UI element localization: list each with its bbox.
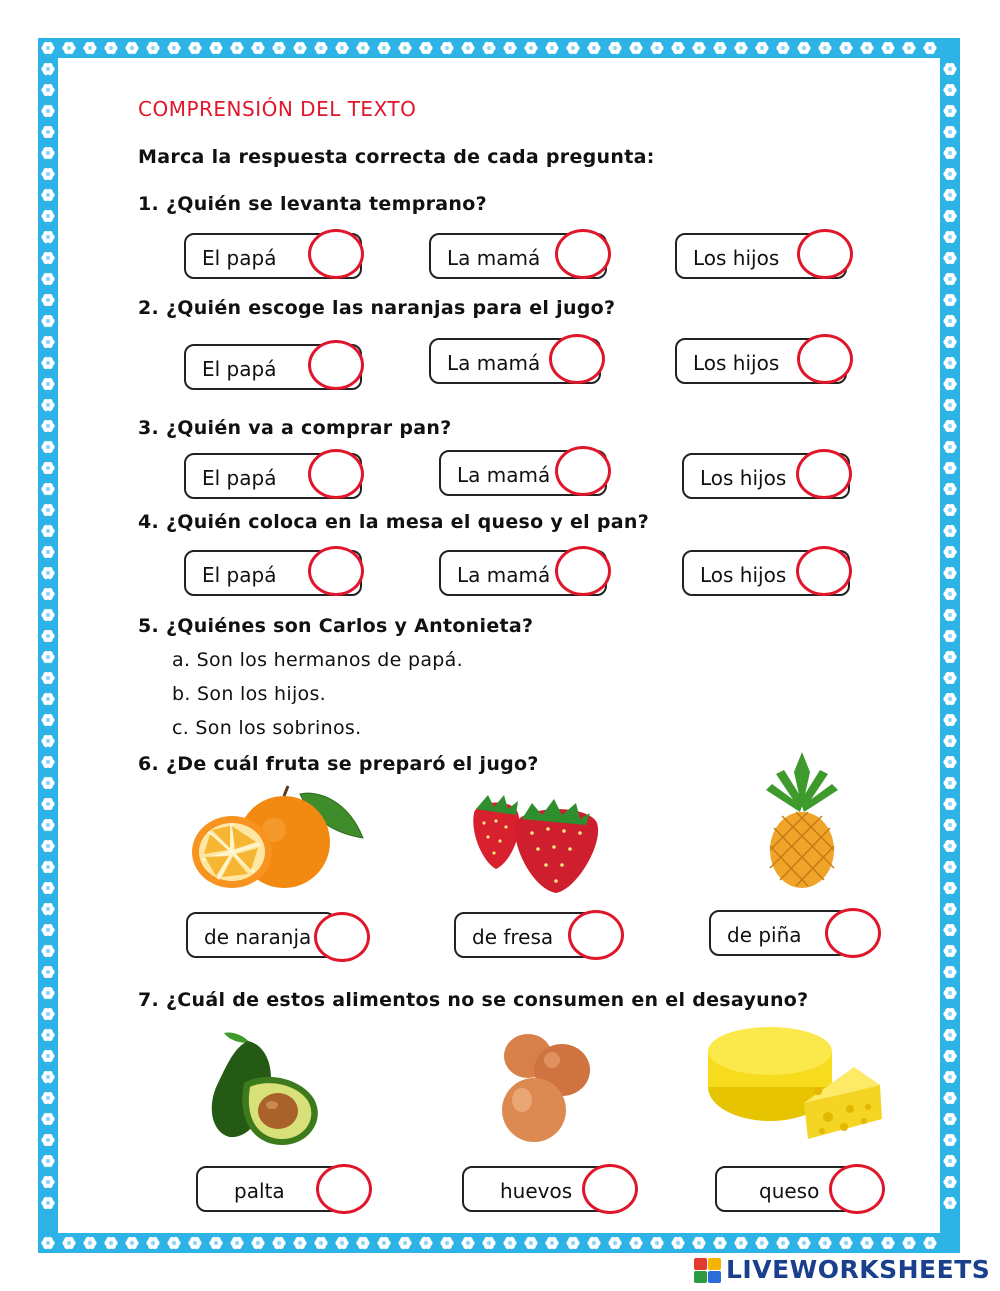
q1-option-2[interactable]: [429, 233, 607, 279]
answer-circle[interactable]: [308, 340, 364, 390]
instructions: Marca la respuesta correcta de cada pregunta:: [138, 146, 655, 168]
q2-option-3[interactable]: [675, 338, 847, 384]
cheese-icon: [704, 1023, 884, 1143]
q6-option-1[interactable]: [186, 912, 336, 958]
question-5: 5. ¿Quiénes son Carlos y Antonieta?: [138, 615, 534, 637]
q3-option-2[interactable]: [439, 450, 607, 496]
q6-option-3[interactable]: [709, 910, 849, 956]
answer-circle[interactable]: [555, 229, 611, 279]
answer-circle[interactable]: [316, 1164, 372, 1214]
q6-option-2[interactable]: [454, 912, 606, 958]
option-label: El papá: [202, 357, 277, 381]
orange-icon: [188, 782, 368, 892]
option-label: queso: [759, 1179, 820, 1203]
option-label: El papá: [202, 563, 277, 587]
pineapple-icon: [764, 752, 840, 888]
question-6: 6. ¿De cuál fruta se preparó el jugo?: [138, 753, 539, 775]
q7-option-3[interactable]: [715, 1166, 861, 1212]
option-label: Los hijos: [693, 351, 780, 375]
answer-item-c: c. Son los sobrinos.: [172, 717, 362, 739]
question-3: 3. ¿Quién va a comprar pan?: [138, 417, 452, 439]
option-label: El papá: [202, 246, 277, 270]
q3-option-3[interactable]: [682, 453, 850, 499]
answer-circle[interactable]: [796, 546, 852, 596]
watermark-text: LIVEWORKSHEETS: [726, 1255, 991, 1284]
answer-circle[interactable]: [796, 449, 852, 499]
answer-circle[interactable]: [555, 446, 611, 496]
answer-circle[interactable]: [797, 229, 853, 279]
answer-circle[interactable]: [308, 546, 364, 596]
option-label: La mamá: [447, 351, 541, 375]
answer-circle[interactable]: [308, 229, 364, 279]
avocado-icon: [204, 1027, 336, 1151]
option-label: El papá: [202, 466, 277, 490]
option-label: palta: [234, 1179, 285, 1203]
option-label: huevos: [500, 1179, 573, 1203]
option-label: de naranja: [204, 925, 312, 949]
answer-circle[interactable]: [582, 1164, 638, 1214]
q2-option-2[interactable]: [429, 338, 601, 384]
eggs-icon: [496, 1030, 592, 1146]
option-label: La mamá: [447, 246, 541, 270]
q7-option-2[interactable]: [462, 1166, 614, 1212]
strawberry-icon: [466, 793, 606, 897]
answer-circle[interactable]: [829, 1164, 885, 1214]
answer-circle[interactable]: [555, 546, 611, 596]
page-title: COMPRENSIÓN DEL TEXTO: [138, 97, 417, 121]
q1-option-3[interactable]: [675, 233, 847, 279]
option-label: La mamá: [457, 463, 551, 487]
option-label: La mamá: [457, 563, 551, 587]
answer-circle[interactable]: [825, 908, 881, 958]
question-4: 4. ¿Quién coloca en la mesa el queso y el pan?: [138, 511, 650, 533]
q4-option-2[interactable]: [439, 550, 607, 596]
answer-item-a: a. Son los hermanos de papá.: [172, 649, 463, 671]
q2-option-1[interactable]: [184, 344, 362, 390]
question-7: 7. ¿Cuál de estos alimentos no se consumen en el desayuno?: [138, 989, 809, 1011]
option-label: Los hijos: [693, 246, 780, 270]
option-label: Los hijos: [700, 563, 787, 587]
q3-option-1[interactable]: [184, 453, 362, 499]
answer-circle[interactable]: [549, 334, 605, 384]
q4-option-1[interactable]: [184, 550, 362, 596]
q7-option-1[interactable]: [196, 1166, 346, 1212]
q4-option-3[interactable]: [682, 550, 850, 596]
question-2: 2. ¿Quién escoge las naranjas para el jugo?: [138, 297, 616, 319]
liveworksheets-logo-icon: [694, 1258, 722, 1284]
q1-option-1[interactable]: [184, 233, 362, 279]
answer-item-b: b. Son los hijos.: [172, 683, 327, 705]
option-label: de fresa: [472, 925, 554, 949]
answer-circle[interactable]: [308, 449, 364, 499]
answer-circle[interactable]: [797, 334, 853, 384]
answer-circle[interactable]: [568, 910, 624, 960]
option-label: de piña: [727, 923, 802, 947]
option-label: Los hijos: [700, 466, 787, 490]
question-1: 1. ¿Quién se levanta temprano?: [138, 193, 487, 215]
answer-circle[interactable]: [314, 912, 370, 962]
